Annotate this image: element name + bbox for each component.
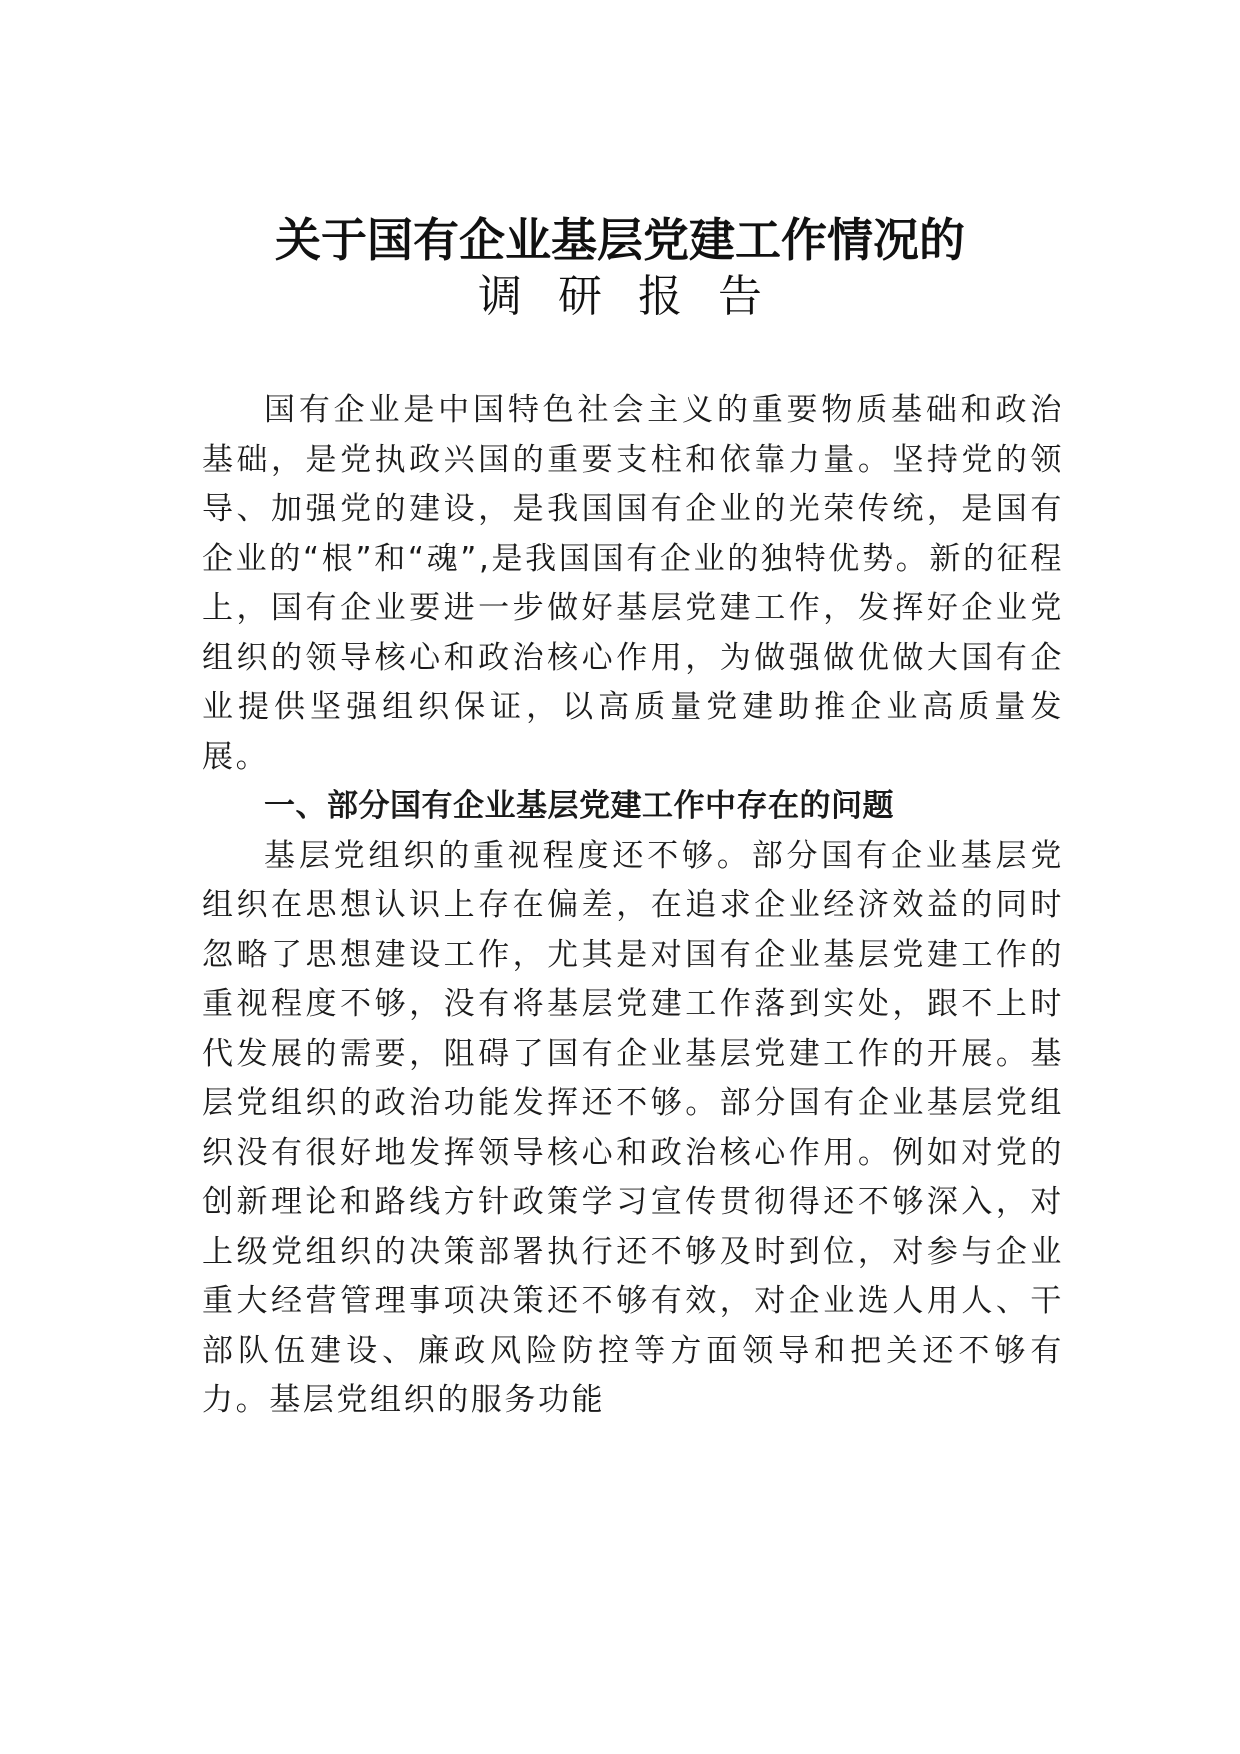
title-line-1: 关于国有企业基层党建工作情况的 bbox=[275, 213, 965, 267]
document-body bbox=[202, 386, 1064, 1426]
section-1-paragraph: 基层党组织的重视程度还不够。部分国有企业基层党组织在思想认识上存在偏差，在追求企业经济效益的同时忽略了思想建设工作，尤其是对国有企业基层党建工作的重视程度不够，没有将基层党建工作落到实处，跟不上时代发展的需要，阻碍了国有企业基层党建工作的开展。基层党组织的政治功能发挥还不够。部分国有企业基层党组织没有很好地发挥领导核心和政治核心作用。例如对党的创新理论和路线方针政策学习宣传贯彻得还不够深入，对上级党组织的决策部署执行还不够及时到位，对参与企业重大经营管理事项决策还不够有效，对企业选人用人、干部队伍建设、廉政风险防控等方面领导和把关还不够有力。基层党组织的服务功能 bbox=[202, 837, 1064, 1418]
intro-paragraph: 国有企业是中国特色社会主义的重要物质基础和政治基础，是党执政兴国的重要支柱和依靠力量。坚持党的领导、加强党的建设，是我国国有企业的光荣传统，是国有企业的“根”和“魂”,是我国国有企业的独特优势。新的征程上，国有企业要进一步做好基层党建工作，发挥好企业党组织的领导核心和政治核心作用，为做强做优做大国有企业提供坚强组织保证，以高质量党建助推企业高质量发展。 bbox=[202, 392, 1064, 775]
title-line-2: 调研报告 bbox=[478, 271, 798, 322]
document-title bbox=[0, 212, 1240, 326]
section-1-heading: 一、部分国有企业基层党建工作中存在的问题 bbox=[264, 788, 894, 824]
